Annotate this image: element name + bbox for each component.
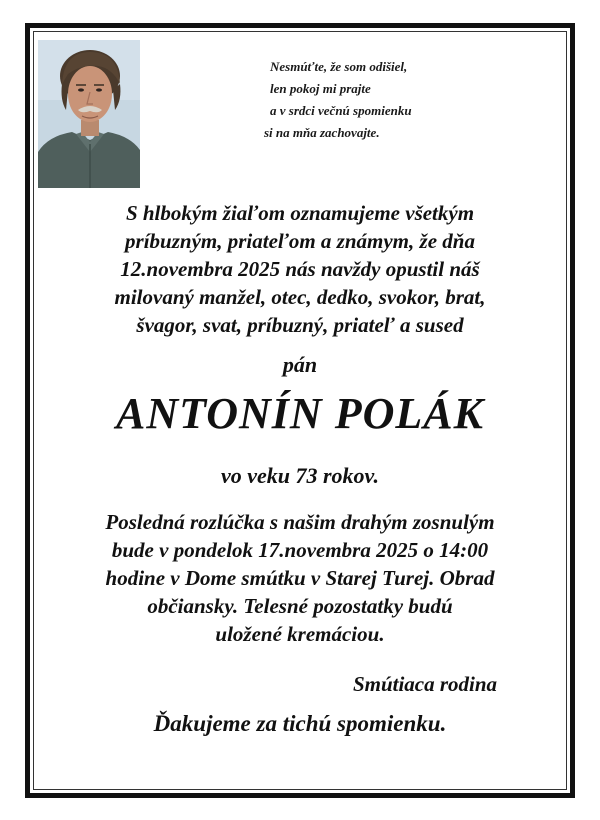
announcement-line: príbuzným, priateľom a známym, že dňa bbox=[125, 229, 475, 253]
family-signature: Smútiaca rodina bbox=[352, 672, 498, 696]
announcement-line: 12.novembra 2025 nás navždy opustil náš bbox=[120, 257, 480, 281]
poem-line: len pokoj mi prajte bbox=[270, 81, 371, 96]
death-announcement bbox=[40, 199, 560, 339]
poem-line: a v srdci večnú spomienku bbox=[270, 103, 412, 118]
farewell-line: Posledná rozlúčka s našim drahým zosnulým bbox=[105, 510, 495, 534]
farewell-line: občiansky. Telesné pozostatky budú bbox=[147, 594, 453, 618]
honorific-title: pán bbox=[282, 352, 318, 377]
poem-line: Nesmúťte, že som odišiel, bbox=[270, 59, 408, 74]
deceased-age: vo veku 73 rokov. bbox=[220, 463, 380, 488]
farewell-line: bude v pondelok 17.novembra 2025 o 14:00 bbox=[111, 538, 489, 562]
portrait-photo bbox=[38, 40, 140, 188]
announcement-line: milovaný manžel, otec, dedko, svokor, brat, bbox=[114, 285, 486, 309]
deceased-name: ANTONÍN POLÁK bbox=[116, 389, 484, 438]
funeral-details bbox=[40, 508, 560, 648]
announcement-line: švagor, svat, príbuzný, priateľ a sused bbox=[136, 313, 464, 337]
farewell-line: uložené kremáciou. bbox=[215, 622, 385, 646]
poem-line: si na mňa zachovajte. bbox=[264, 125, 380, 140]
thanks-note: Ďakujeme za tichú spomienku. bbox=[153, 711, 447, 736]
memorial-poem bbox=[258, 56, 488, 144]
farewell-line: hodine v Dome smútku v Starej Turej. Obrad bbox=[105, 566, 495, 590]
announcement-line: S hlbokým žiaľom oznamujeme všetkým bbox=[125, 201, 475, 225]
